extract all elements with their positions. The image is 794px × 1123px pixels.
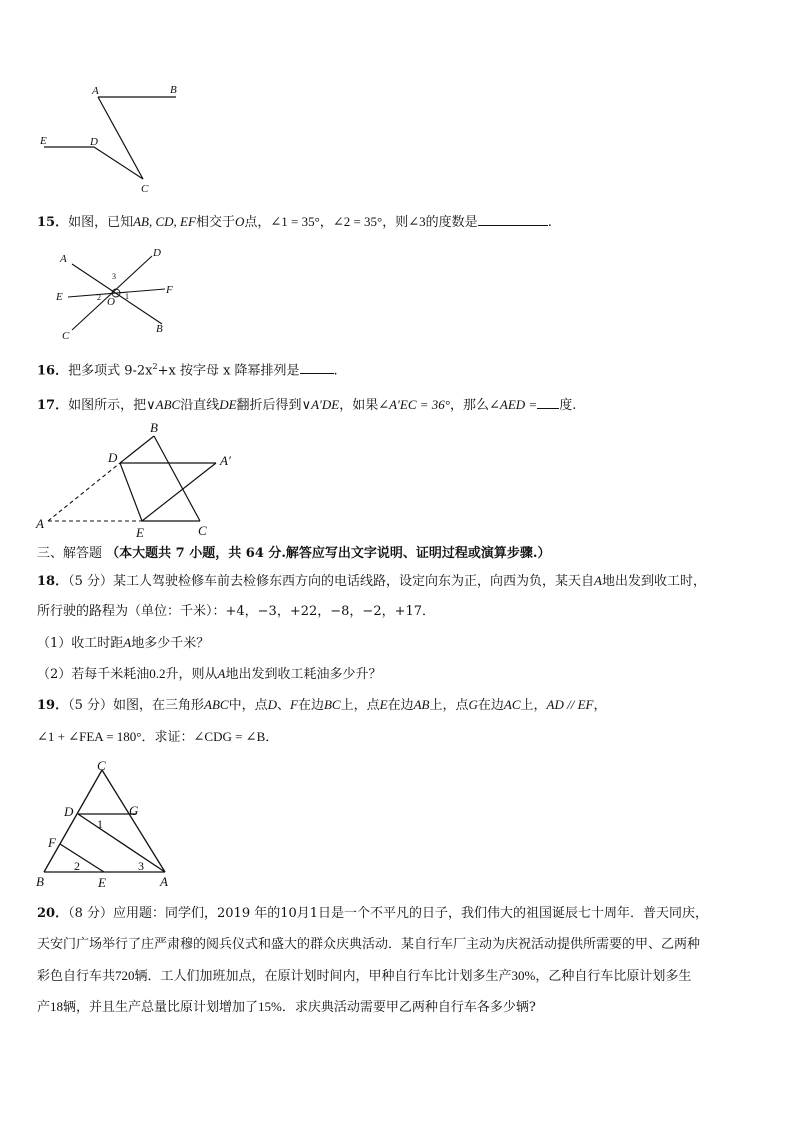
question-15: 15．如图，已知AB, CD, EF相交于O点，∠1 = 35°，∠2 = 35°，则∠3的度数是 . bbox=[37, 214, 552, 230]
section-note: （本大题共 7 小题，共 64 分.解答应写出文字说明、证明过程或演算步骤.） bbox=[106, 546, 551, 561]
label-2: 2 bbox=[97, 293, 101, 302]
question-18-part-1: （1）收工时距A地多少千米？ bbox=[37, 635, 210, 651]
question-number: 16． bbox=[37, 363, 69, 379]
question-16: 16．把多项式 $9-2x^2+x$ 按字母 x 降幂排列是 . bbox=[37, 362, 338, 379]
question-number: 17． bbox=[37, 398, 69, 413]
label-B: B bbox=[156, 323, 163, 335]
question-20-line-1: 20．（8 分）应用题：同学们，2019 年的10月1日是一个不平凡的日子，我们伟大的祖国诞辰七十周年．普天同庆， bbox=[37, 906, 709, 921]
question-number: 19． bbox=[37, 698, 69, 713]
label-A: A bbox=[60, 253, 67, 265]
label-D: D bbox=[153, 247, 161, 259]
label-G: G bbox=[129, 803, 139, 818]
question-20-line-3: 彩色自行车共720辆．工人们加班加点，在原计划时间内，甲种自行车比计划多生产30%，乙种自行车比原计划多生 bbox=[37, 968, 692, 984]
figure-q14 bbox=[36, 80, 196, 200]
label-D: D bbox=[90, 136, 98, 148]
figure-q17 bbox=[34, 420, 254, 542]
question-20-line-4: 产18辆，并且生产总量比原计划增加了15%．求庆典活动需要甲乙两种自行车各多少辆? bbox=[37, 999, 536, 1015]
answer-blank[interactable] bbox=[300, 360, 334, 374]
label-F: F bbox=[166, 284, 173, 296]
question-number: 15． bbox=[37, 215, 69, 230]
label-1: 1 bbox=[97, 817, 103, 831]
label-3: 3 bbox=[112, 272, 116, 281]
label-B: B bbox=[36, 874, 44, 889]
label-B: B bbox=[170, 84, 177, 96]
section-heading bbox=[37, 545, 770, 563]
label-A-prime: A′ bbox=[220, 453, 231, 468]
label-A: A bbox=[160, 874, 168, 889]
question-19-line-1: 19．（5 分）如图，在三角形ABC中，点D、F在边BC上，点E在边AB上，点G在边AC上，AD // EF， bbox=[37, 697, 607, 713]
label-E: E bbox=[98, 875, 106, 890]
label-3: 3 bbox=[138, 859, 144, 873]
label-F: F bbox=[48, 835, 56, 850]
question-20-line-2: 天安门广场举行了庄严肃穆的阅兵仪式和盛大的群众庆典活动．某自行车厂主动为庆祝活动提供所需要的甲、乙两种 bbox=[37, 937, 701, 952]
question-number: 20． bbox=[37, 906, 69, 921]
label-E: E bbox=[40, 135, 47, 147]
figure-q19 bbox=[34, 758, 184, 893]
label-2: 2 bbox=[74, 859, 80, 873]
label-C: C bbox=[198, 523, 207, 538]
question-18-part-2: （2）若每千米耗油0.2升，则从A地出发到收工耗油多少升？ bbox=[37, 666, 382, 682]
question-19-line-2: ∠1 + ∠FEA = 180°．求证：∠CDG = ∠B． bbox=[37, 729, 279, 745]
label-C: C bbox=[62, 330, 70, 342]
section-title: 三、解答题 bbox=[37, 546, 103, 561]
label-E: E bbox=[136, 525, 144, 540]
label-C: C bbox=[141, 183, 149, 195]
question-18-line-2: 所行驶的路程为（单位：千米）：+4，−3，+22，−8，−2，+17． bbox=[37, 604, 436, 619]
label-1: 1 bbox=[125, 292, 129, 301]
label-O: O bbox=[107, 296, 115, 308]
label-B: B bbox=[150, 420, 158, 435]
question-17: 17．如图所示，把∨ABC沿直线DE翻折后得到∨A′DE，如果∠A′EC = 36°，那么∠AED = 度. bbox=[37, 397, 577, 413]
question-number: 18． bbox=[37, 574, 69, 589]
label-D: D bbox=[108, 450, 118, 465]
label-A: A bbox=[92, 85, 99, 97]
label-E: E bbox=[56, 291, 63, 303]
figure-q15 bbox=[50, 242, 190, 342]
question-18-line-1: 18．（5 分）某工人驾驶检修车前去检修东西方向的电话线路，设定向东为正，向西为负，某天自A地出发到收工时， bbox=[37, 573, 706, 589]
label-A: A bbox=[36, 516, 44, 531]
answer-blank[interactable] bbox=[478, 212, 548, 226]
label-D: D bbox=[64, 804, 74, 819]
label-C: C bbox=[97, 758, 106, 773]
answer-blank[interactable] bbox=[537, 395, 559, 409]
